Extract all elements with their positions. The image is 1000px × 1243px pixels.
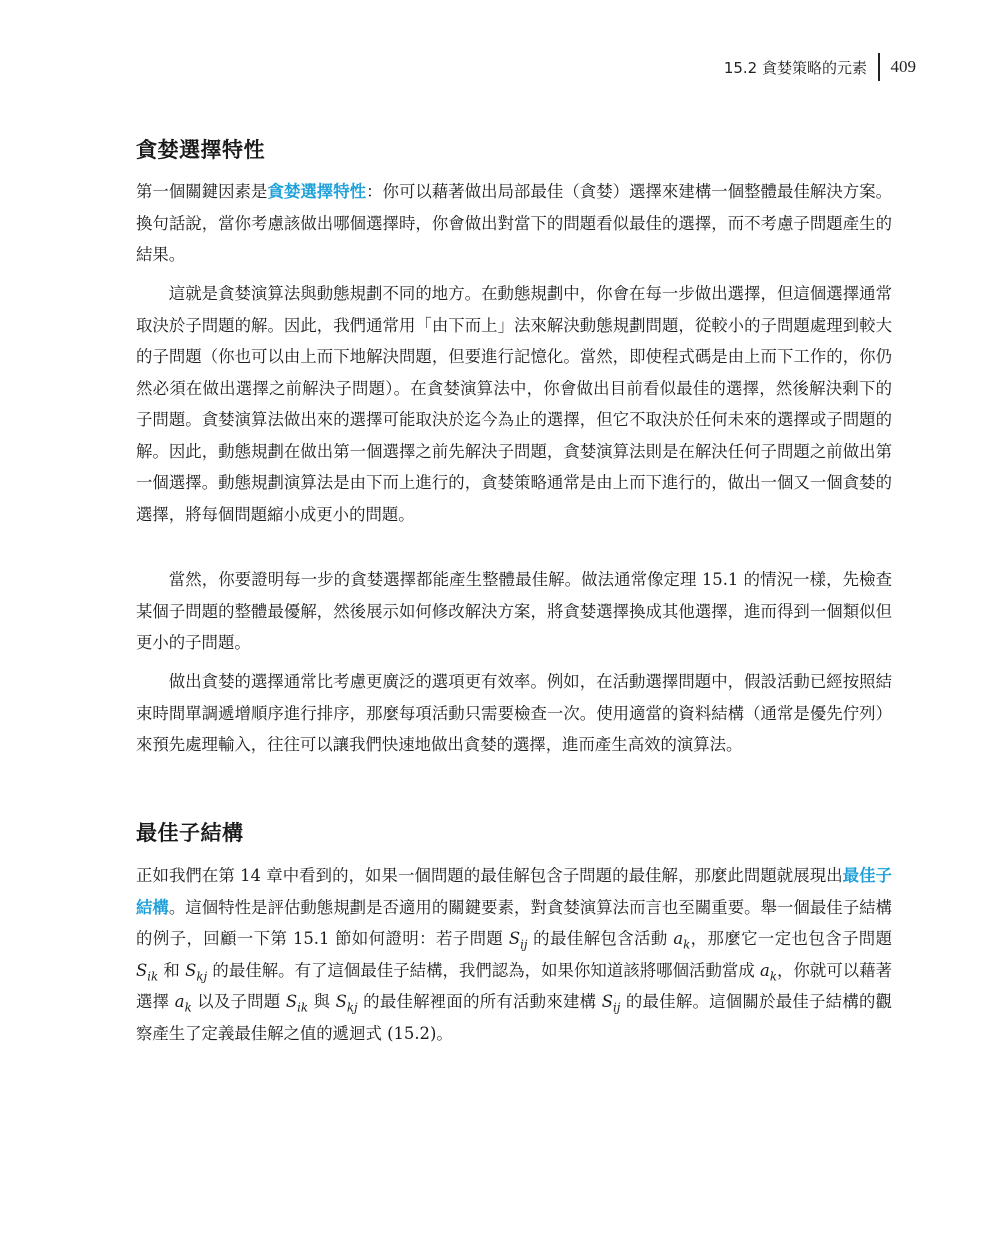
math-s-kj xyxy=(185,960,208,983)
math-a-k xyxy=(174,992,192,1015)
math-subscript: kj xyxy=(346,1000,358,1015)
math-subscript: k xyxy=(769,968,777,983)
paragraph-text: 第一個關鍵因素是 xyxy=(136,182,268,201)
section-heading-optimal-substructure: 最佳子結構 xyxy=(136,821,244,845)
paragraph-text: 。這個特性是評估動態規劃是否適用的關鍵要素，對貪婪演算法而言也至關重要。舉一個最佳子結構的例子，回顧一下第 15.1 節如何證明：若子問題 xyxy=(136,897,893,948)
section-heading-greedy-choice: 貪婪選擇特性 xyxy=(136,138,265,162)
paragraph-greedy-choice-definition xyxy=(136,176,892,271)
math-base: S xyxy=(601,992,613,1011)
math-base: S xyxy=(335,992,347,1011)
running-header xyxy=(724,52,916,82)
paragraph-text: ，你就可以藉著選擇 xyxy=(136,960,893,1011)
header-divider xyxy=(878,53,880,81)
key-term-optimal-substructure: 最佳子結構 xyxy=(136,866,893,917)
math-a-k xyxy=(760,960,777,983)
paragraph-optimal-substructure xyxy=(136,860,892,1049)
math-s-ij xyxy=(508,929,528,952)
math-s-ij xyxy=(601,992,621,1015)
page-number: 409 xyxy=(890,57,916,76)
math-subscript: k xyxy=(683,937,691,952)
math-subscript: kj xyxy=(196,968,208,983)
key-term-greedy-choice: 貪婪選擇特性 xyxy=(267,182,367,201)
math-subscript: ik xyxy=(297,1000,309,1015)
math-base: a xyxy=(174,992,185,1011)
math-a-k xyxy=(673,929,691,952)
paragraph-greedy-vs-dp: 這就是貪婪演算法與動態規劃不同的地方。在動態規劃中，你會在每一步做出選擇，但這個選擇通常取決於子問題的解。因此，我們通常用「由下而上」法來解決動態規劃問題，從較小的子問題處理到較大的子問題（你也可以由上而下地解決問題，但要進行記憶化。當然，即使程式碼是由上而下工作的，你仍然必須在做出選擇之前解決子問題）。在貪婪演算法中，你會做出目前看似最佳的選擇，然後解決剩下的子問題。貪婪演算法做出來的選擇可能取決於迄今為止的選擇，但它不取決於任何未來的選擇或子問題的解。因此，動態規劃在做出第一個選擇之前先解決子問題，貪婪演算法則是在解決任何子問題之前做出第一個選擇。動態規劃演算法是由下而上進行的，貪婪策略通常是由上而下進行的，做出一個又一個貪婪的選擇，將每個問題縮小成更小的問題。 xyxy=(136,284,892,524)
paragraph-text: 正如我們在第 14 章中看到的，如果一個問題的最佳解包含子問題的最佳解，那麼此問題就展現出 xyxy=(136,866,843,885)
math-subscript: k xyxy=(184,1000,192,1015)
paragraph-text: 的最佳解包含活動 xyxy=(527,929,674,948)
math-base: a xyxy=(673,929,684,948)
math-subscript: ik xyxy=(147,968,159,983)
paragraph-text: ：你可以藉著做出局部最佳（貪婪）選擇來建構一個整體最佳解決方案。換句話說，當你考慮該做出哪個選擇時，你會做出對當下的問題看似最佳的選擇，而不考慮子問題產生的結果。 xyxy=(136,182,893,264)
math-base: S xyxy=(508,929,521,948)
math-subscript: ij xyxy=(612,1000,621,1015)
math-s-ik xyxy=(285,992,309,1015)
math-base: S xyxy=(136,960,148,980)
math-base: a xyxy=(760,960,770,980)
paragraph-greedy-efficiency: 做出貪婪的選擇通常比考慮更廣泛的選項更有效率。例如，在活動選擇問題中，假設活動已經按照結束時間單調遞增順序進行排序，那麼每項活動只需要檢查一次。使用適當的資料結構（通常是優先佇列）來預先處理輸入，往往可以讓我們快速地做出貪婪的選擇，進而產生高效的演算法。 xyxy=(136,672,892,754)
math-s-kj xyxy=(335,992,358,1015)
math-subscript: ij xyxy=(520,937,528,952)
math-base: S xyxy=(285,992,298,1011)
paragraph-greedy-proof: 當然，你要證明每一步的貪婪選擇都能產生整體最佳解。做法通常像定理 15.1 的情況一樣，先檢查某個子問題的整體最優解，然後展示如何修改解決方案，將貪婪選擇換成其他選擇，進而得到一個類似但更小的子問題。 xyxy=(136,570,892,652)
paragraph-text: 與 xyxy=(308,992,336,1011)
math-base: S xyxy=(185,960,197,980)
paragraph-text: 的最佳解。這個關於最佳子結構的觀察產生了定義最佳解之值的遞迴式 (15.2)。 xyxy=(136,992,893,1043)
header-section-title: 15.2 貪婪策略的元素 xyxy=(723,58,867,77)
paragraph-text: ，那麼它一定也包含子問題 xyxy=(690,929,893,948)
paragraph-text: 和 xyxy=(158,960,186,980)
paragraph-text: 的最佳解裡面的所有活動來建構 xyxy=(357,992,602,1011)
math-s-ik xyxy=(136,960,159,983)
paragraph-text: 以及子問題 xyxy=(191,992,286,1011)
paragraph-text: 的最佳解。有了這個最佳子結構，我們認為，如果你知道該將哪個活動當成 xyxy=(207,960,761,980)
